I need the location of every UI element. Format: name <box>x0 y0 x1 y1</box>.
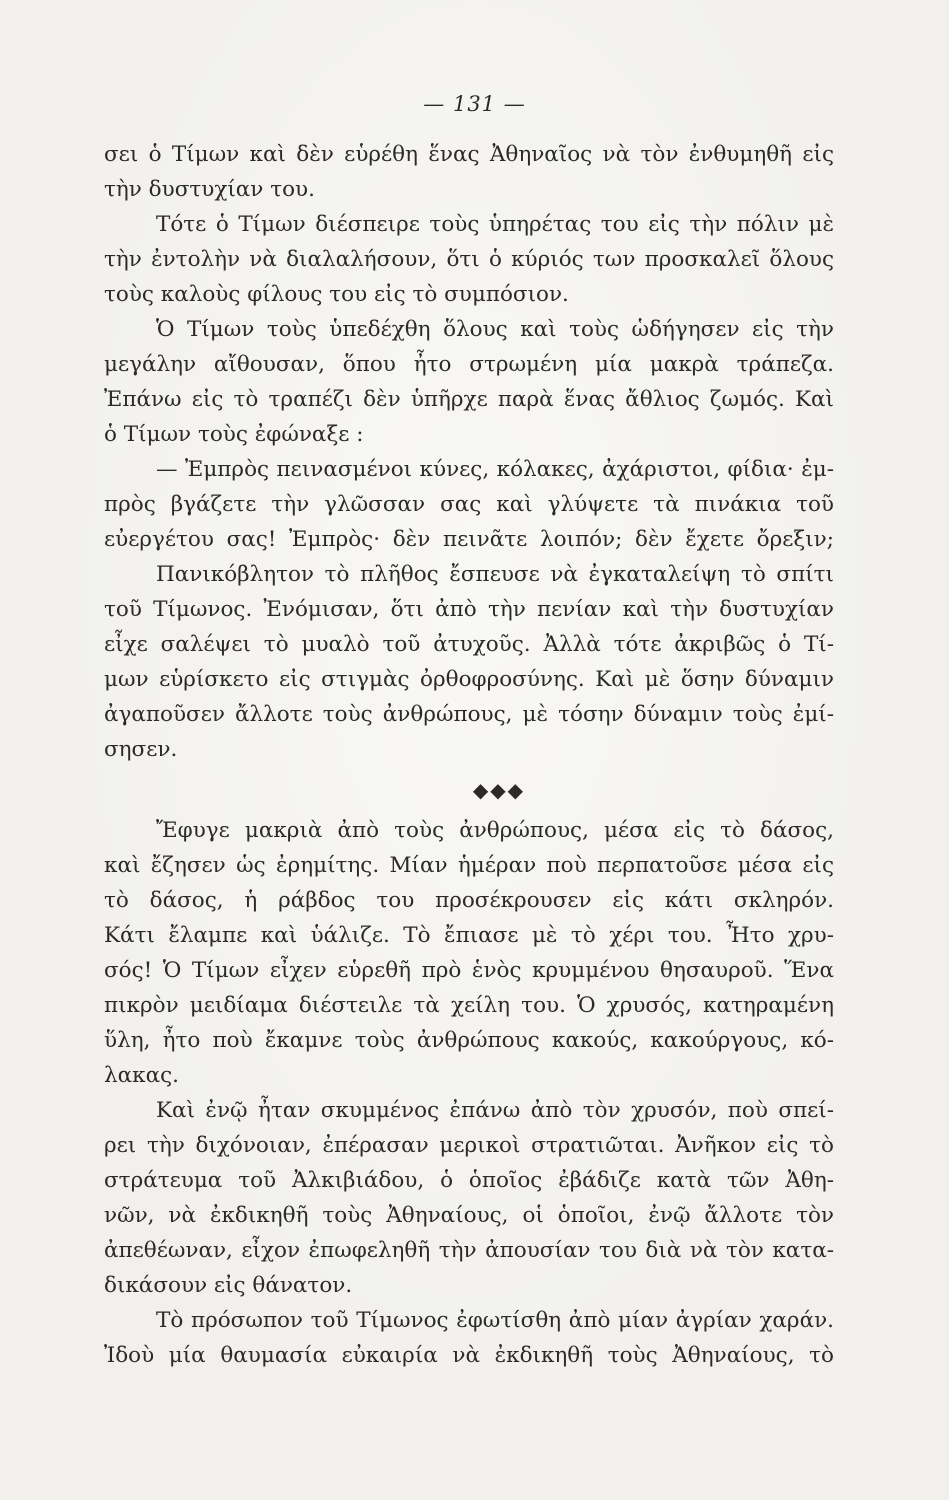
text-line: μεγάλην αἴθουσαν, ὅπου ἦτο στρωμένη μία μακρὰ τράπεζα. <box>104 352 834 377</box>
text-line: λακας. <box>104 1063 179 1088</box>
text-line: Καὶ ἐνῷ ἦταν σκυμμένος ἐπάνω ἀπὸ τὸν χρυσόν, ποὺ σπεί- <box>156 1098 834 1123</box>
text-line: ἀγαποῦσεν ἄλλοτε τοὺς ἀνθρώπους, μὲ τόσην δύναμιν τοὺς ἐμί- <box>104 702 834 727</box>
text-line: Πανικόβλητον τὸ πλῆθος ἔσπευσε νὰ ἐγκαταλείψη τὸ σπίτι <box>156 562 834 587</box>
text-line: πικρὸν μειδίαμα διέστειλε τὰ χείλη του. Ὁ χρυσός, κατηραμένη <box>104 993 834 1018</box>
section-ornament: ◆◆◆ <box>472 778 526 802</box>
text-line: τὴν ἐντολὴν νὰ διαλαλήσουν, ὅτι ὁ κύριός των προσκαλεῖ ὅλους <box>104 247 834 272</box>
text-line: ρει τὴν διχόνοιαν, ἐπέρασαν μερικοὶ στρατιῶται. Ἀνῆκον εἰς τὸ <box>104 1133 834 1158</box>
text-line: τὴν δυστυχίαν του. <box>104 177 315 202</box>
text-line: τοῦ Τίμωνος. Ἐνόμισαν, ὅτι ἀπὸ τὴν πενίαν καὶ τὴν δυστυχίαν <box>104 597 834 622</box>
text-line: τοὺς καλοὺς φίλους του εἰς τὸ συμπόσιον. <box>104 282 569 307</box>
text-line: τὸ δάσος, ἡ ράβδος του προσέκρουσεν εἰς κάτι σκληρόν. <box>104 888 834 913</box>
text-line: μων εὑρίσκετο εἰς στιγμὰς ὀρθοφροσύνης. Καὶ μὲ ὅσην δύναμιν <box>104 667 834 692</box>
text-line: ὁ Τίμων τοὺς ἐφώναξε : <box>104 422 364 447</box>
text-line: ἀπεθέωναν, εἶχον ἐπωφεληθῆ τὴν ἀπουσίαν του διὰ νὰ τὸν κατα- <box>104 1238 834 1263</box>
text-line: Ὁ Τίμων τοὺς ὑπεδέχθη ὅλους καὶ τοὺς ὡδήγησεν εἰς τὴν <box>156 317 834 342</box>
text-line: Ἔφυγε μακριὰ ἀπὸ τοὺς ἀνθρώπους, μέσα εἰς τὸ δάσος, <box>156 818 834 843</box>
text-line: Τότε ὁ Τίμων διέσπειρε τοὺς ὑπηρέτας του εἰς τὴν πόλιν μὲ <box>156 212 834 237</box>
text-line: σησεν. <box>104 737 178 762</box>
text-line: στράτευμα τοῦ Ἀλκιβιάδου, ὁ ὁποῖος ἐβάδιζε κατὰ τῶν Ἀθη- <box>104 1168 834 1193</box>
text-line: πρὸς βγάζετε τὴν γλῶσσαν σας καὶ γλύψετε τὰ πινάκια τοῦ <box>104 492 834 517</box>
text-line: εὐεργέτου σας! Ἐμπρὸς· δὲν πεινᾶτε λοιπόν; δὲν ἔχετε ὄρεξιν; <box>104 527 834 552</box>
text-line: σός! Ὁ Τίμων εἶχεν εὑρεθῆ πρὸ ἑνὸς κρυμμένου θησαυροῦ. Ἕνα <box>104 958 834 983</box>
text-line: Ἰδοὺ μία θαυμασία εὐκαιρία νὰ ἐκδικηθῆ τοὺς Ἀθηναίους, τὸ <box>104 1343 834 1368</box>
text-line: καὶ ἔζησεν ὡς ἐρημίτης. Μίαν ἡμέραν ποὺ περπατοῦσε μέσα εἰς <box>104 853 834 878</box>
text-line: δικάσουν εἰς θάνατον. <box>104 1273 353 1298</box>
text-line: Ἐπάνω εἰς τὸ τραπέζι δὲν ὑπῆρχε παρὰ ἕνας ἄθλιος ζωμός. Καὶ <box>104 387 834 412</box>
text-line: σει ὁ Τίμων καὶ δὲν εὑρέθη ἕνας Ἀθηναῖος νὰ τὸν ἐνθυμηθῆ εἰς <box>104 142 834 167</box>
body-text <box>104 137 834 1373</box>
text-line: — Ἐμπρὸς πεινασμένοι κύνες, κόλακες, ἀχάριστοι, φίδια· ἐμ- <box>156 457 834 482</box>
text-line: νῶν, νὰ ἐκδικηθῆ τοὺς Ἀθηναίους, οἱ ὁποῖοι, ἐνῷ ἄλλοτε τὸν <box>104 1203 834 1228</box>
text-line: Κάτι ἔλαμπε καὶ ὑάλιζε. Τὸ ἔπιασε μὲ τὸ χέρι του. Ἦτο χρυ- <box>104 923 834 948</box>
text-line: ὕλη, ἦτο ποὺ ἔκαμνε τοὺς ἀνθρώπους κακούς, κακούργους, κό- <box>104 1028 834 1053</box>
page-number: — 131 — <box>423 92 526 116</box>
text-line: εἶχε σαλέψει τὸ μυαλὸ τοῦ ἀτυχοῦς. Ἀλλὰ τότε ἀκριβῶς ὁ Τί- <box>104 632 834 657</box>
text-line: Τὸ πρόσωπον τοῦ Τίμωνος ἐφωτίσθη ἀπὸ μίαν ἀγρίαν χαράν. <box>156 1308 834 1333</box>
